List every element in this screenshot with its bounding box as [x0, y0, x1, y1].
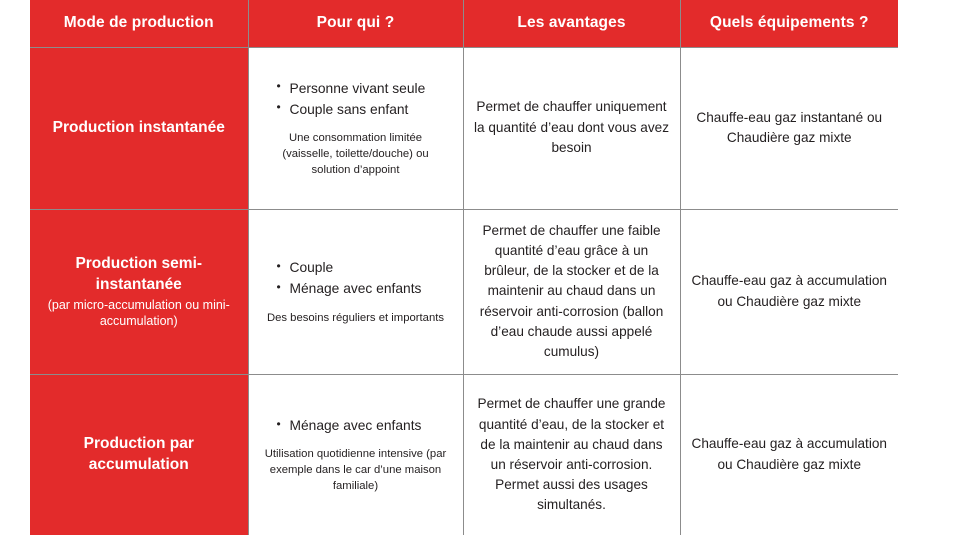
list-item: • Ménage avec enfants	[277, 415, 453, 436]
list-item: • Ménage avec enfants	[277, 278, 453, 299]
advantages-text: Permet de chauffer une faible quantité d’eau grâce à un brûleur, de la stocker et de la maintenir au chaud dans un réservoir anti-corrosion (ballon d’eau chaude aussi appelé cumulus)	[479, 223, 664, 359]
list-item: • Personne vivant seule	[277, 78, 453, 99]
cell-advantages-row1	[463, 47, 680, 209]
column-header-les-avantages: Les avantages	[463, 0, 680, 47]
cell-audience-row2	[248, 209, 463, 374]
cell-equipment-row1	[680, 47, 898, 209]
mode-subtitle: (par micro-accumulation ou mini-accumulation)	[47, 297, 230, 328]
audience-note: Utilisation quotidienne intensive (par exemple dans le car d’une maison familiale)	[264, 448, 447, 493]
table-body	[30, 47, 898, 535]
cell-equipment-row3	[680, 374, 898, 535]
table-header	[30, 0, 898, 47]
audience-note: Une consommation limitée (vaisselle, toilette/douche) ou solution d’appoint	[282, 132, 429, 177]
mode-title: Production instantanée	[52, 118, 225, 136]
audience-list	[263, 78, 453, 121]
equipment-text: Chauffe-eau gaz à accumulation ou Chaudière gaz mixte	[691, 436, 887, 472]
table-row	[30, 374, 898, 535]
equipment-text: Chauffe-eau gaz à accumulation ou Chaudière gaz mixte	[691, 273, 887, 309]
mode-title: Production semi-instantanée	[75, 254, 203, 293]
cell-audience-row3	[248, 374, 463, 535]
cell-equipment-row2	[680, 209, 898, 374]
advantages-text: Permet de chauffer uniquement la quantité d’eau dont vous avez besoin	[474, 99, 669, 156]
cell-advantages-row3	[463, 374, 680, 535]
cell-mode-production-instantanee	[30, 47, 248, 209]
mode-title: Production par accumulation	[83, 434, 194, 473]
audience-list	[263, 257, 453, 300]
audience-list	[263, 415, 453, 436]
table-row	[30, 209, 898, 374]
cell-advantages-row2	[463, 209, 680, 374]
list-item: • Couple sans enfant	[277, 99, 453, 120]
list-item: • Couple	[277, 257, 453, 278]
production-modes-table	[30, 0, 898, 535]
audience-note: Des besoins réguliers et importants	[266, 311, 445, 324]
cell-mode-production-par-accumulation	[30, 374, 248, 535]
column-header-mode-de-production: Mode de production	[30, 0, 248, 47]
cell-audience-row1	[248, 47, 463, 209]
table-row	[30, 47, 898, 209]
advantages-text: Permet de chauffer une grande quantité d’eau, de la stocker et de la maintenir au chaud dans un réservoir anti-corrosion. Permet aussi des usages simultanés.	[477, 396, 666, 512]
header-row	[30, 0, 898, 47]
column-header-quels-equipements: Quels équipements ?	[680, 0, 898, 47]
equipment-text: Chauffe-eau gaz instantané ou Chaudière gaz mixte	[696, 109, 883, 145]
column-header-pour-qui: Pour qui ?	[248, 0, 463, 47]
cell-mode-production-semi-instantanee	[30, 209, 248, 374]
